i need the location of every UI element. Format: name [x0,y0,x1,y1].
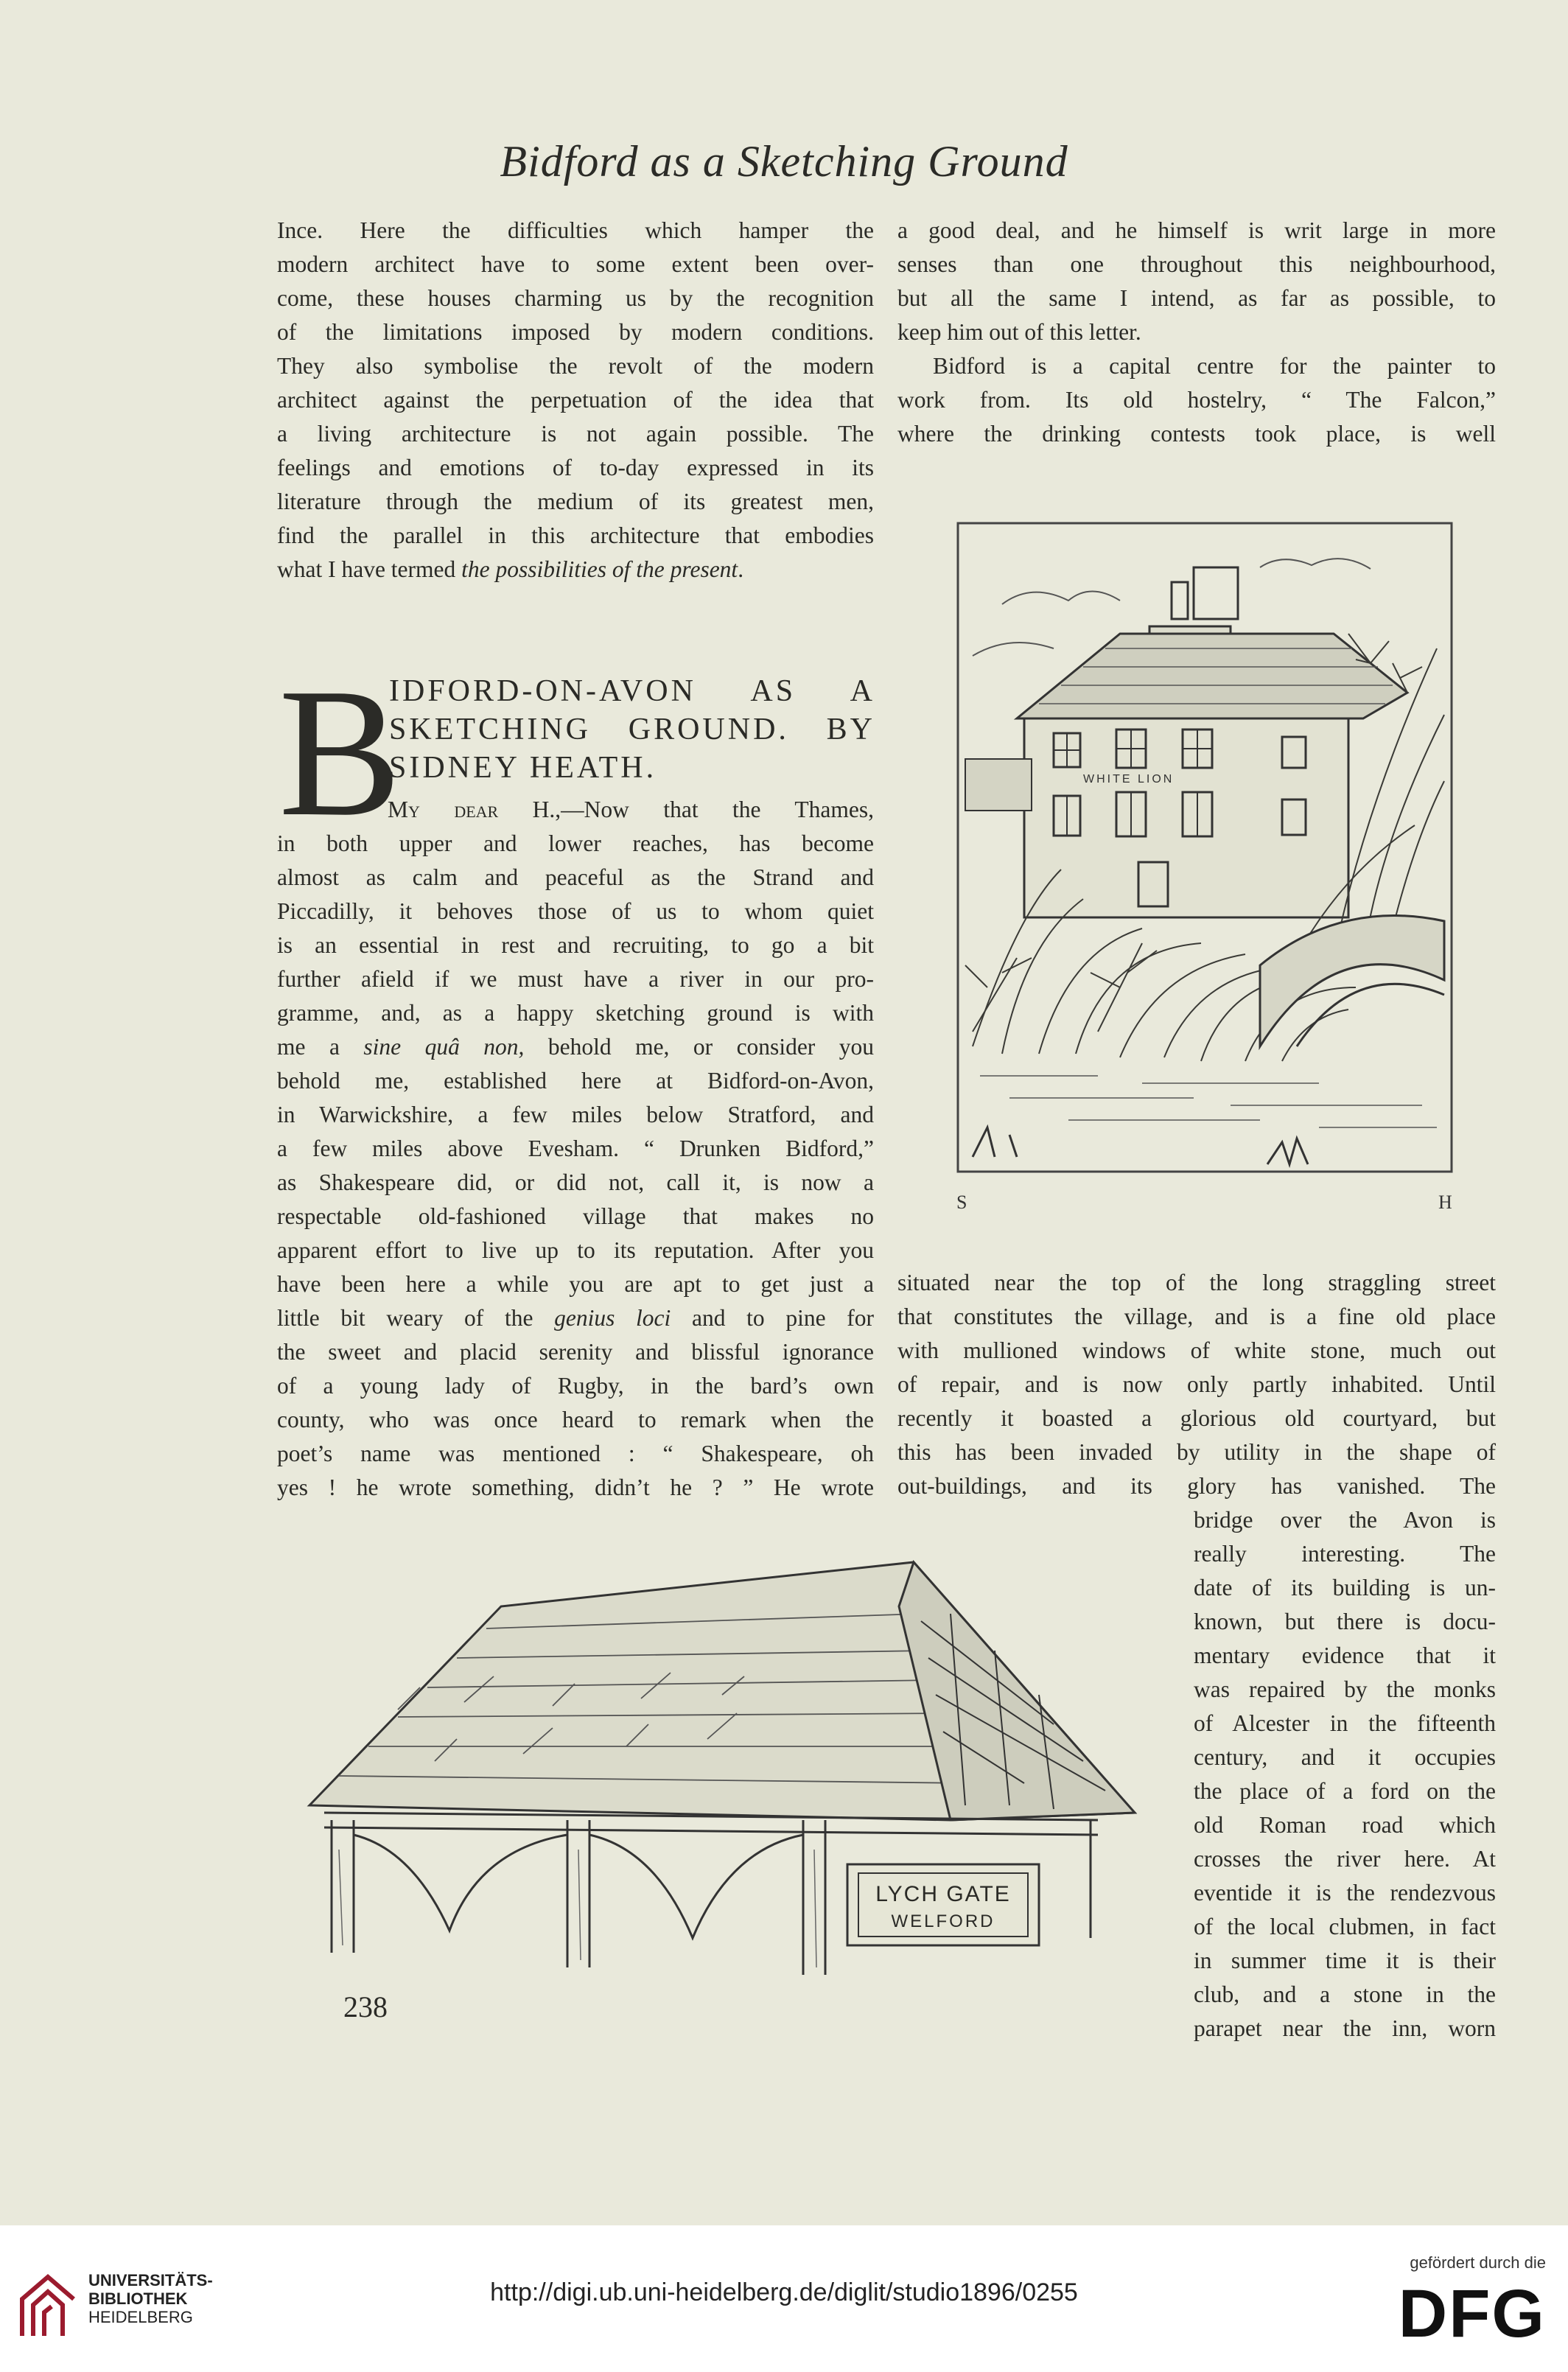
text-line: was repaired by the monks [1194,1676,1496,1702]
text-line: is an essential in rest and recruiting, to go a bit [277,932,874,958]
source-url-link[interactable]: http://digi.ub.uni-heidelberg.de/diglit/studio1896/0255 [490,2278,1078,2306]
right-column-narrow [1194,1503,1496,2046]
illustrator-initial: S [956,1192,967,1213]
lych-gate-caption-title: LYCH GATE [875,1882,1011,1906]
text-line: yes ! he wrote something, didn’t he ? ” He wrote [277,1474,874,1500]
text-line: in summer time it is their [1194,1948,1496,1973]
text-line: in both upper and lower reaches, has become [277,830,874,856]
drop-cap: B [279,651,402,855]
text-line: county, who was once heard to remark when the [277,1407,874,1432]
text-line: a living architecture is not again possible. The [277,421,874,447]
inn-sign: WHITE LION [1083,773,1175,786]
text-line: Ince. Here the difficulties which hamper the [277,217,874,243]
text-line: modern architect have to some extent been over- [277,251,874,277]
text-line: respectable old-fashioned village that makes no [277,1203,874,1229]
text-line: really interesting. The [1194,1541,1496,1567]
funding-note: gefördert durch die [1410,2253,1546,2272]
left-column-top [277,214,874,587]
text-line: senses than one throughout this neighbourhood, [897,251,1496,277]
text-line: known, but there is docu- [1194,1609,1496,1634]
text-line: behold me, established here at Bidford-on-Avon, [277,1068,874,1094]
text-line: old Roman road which [1194,1812,1496,1838]
text-line: century, and it occupies [1194,1744,1496,1770]
text-line: out-buildings, and its glory has vanished. The [897,1473,1496,1499]
text-line: the sweet and placid serenity and blissful ignorance [277,1339,874,1365]
left-column-body [277,793,874,1505]
right-column-mid [897,1266,1496,1503]
text-line: situated near the top of the long straggling street [897,1270,1496,1295]
dfg-logo: DFG [1398,2276,1546,2351]
text-line: literature through the medium of its greatest men, [277,489,874,514]
text-line: a good deal, and he himself is writ large in more [897,217,1496,243]
text-line: eventide it is the rendezvous [1194,1880,1496,1906]
text-line: of a young lady of Rugby, in the bard’s own [277,1373,874,1399]
text-line: in Warwickshire, a few miles below Stratford, and [277,1102,874,1127]
page-number: 238 [343,1990,388,2023]
white-lion-inn-illustration [951,516,1459,1223]
text-line: architect against the perpetuation of the idea that [277,387,874,413]
text-line: keep him out of this letter. [897,319,1141,345]
right-column-top [897,214,1496,451]
text-line: work from. Its old hostelry, “ The Falcon,” [897,387,1496,413]
text-line: feelings and emotions of to-day expressed in its [277,455,874,480]
text-line: further afield if we must have a river in our pro- [277,966,874,992]
library-name: UNIVERSITÄTS- BIBLIOTHEK HEIDELBERG [88,2271,213,2326]
lych-gate-caption-place: WELFORD [891,1911,995,1931]
lych-gate-illustration [287,1540,1157,1997]
text-line: a few miles above Evesham. “ Drunken Bidford,” [277,1136,874,1161]
text-line: come, these houses charming us by the recognition [277,285,874,311]
salutation-line: My dear H.,—Now that the Thames, [388,797,874,822]
text-line: the place of a ford on the [1194,1778,1496,1804]
text-line: date of its building is un- [1194,1575,1496,1600]
text-line: They also symbolise the revolt of the modern [277,353,874,379]
text-line: what I have termed the possibilities of the present. [277,556,744,582]
text-line: almost as calm and peaceful as the Strand and [277,864,874,890]
text-line: as Shakespeare did, or did not, call it, is now a [277,1169,874,1195]
text-line: of Alcester in the fifteenth [1194,1710,1496,1736]
text-line: but all the same I intend, as far as possible, to [897,285,1496,311]
heading-line: IDFORD-ON-AVON AS A [389,674,875,708]
heading-line: SIDNEY HEATH. [389,751,657,785]
text-line: Piccadilly, it behoves those of us to whom quiet [277,898,874,924]
text-line: apparent effort to live up to its reputation. After you [277,1237,874,1263]
text-line: parapet near the inn, worn [1194,2015,1496,2041]
text-line: of repair, and is now only partly inhabited. Until [897,1371,1496,1397]
text-line: gramme, and, as a happy sketching ground is with [277,1000,874,1026]
digitization-footer [0,2225,1568,2372]
text-line: recently it boasted a glorious old courtyard, but [897,1405,1496,1431]
text-line: little bit weary of the genius loci and to pine for [277,1305,874,1331]
text-line: that constitutes the village, and is a fine old place [897,1304,1496,1329]
illustrator-initial: H [1438,1192,1452,1213]
text-line: of the limitations imposed by modern conditions. [277,319,874,345]
text-line: me a sine quâ non, behold me, or consider you [277,1034,874,1060]
text-line: Bidford is a capital centre for the painter to [933,353,1496,379]
text-line: poet’s name was mentioned : “ Shakespeare, oh [277,1441,874,1466]
text-line: of the local clubmen, in fact [1194,1914,1496,1939]
text-line: find the parallel in this architecture that embodies [277,522,874,548]
text-line: bridge over the Avon is [1194,1507,1496,1533]
text-line: with mullioned windows of white stone, much out [897,1337,1496,1363]
text-line: where the drinking contests took place, is well [897,421,1496,447]
text-line: club, and a stone in the [1194,1981,1496,2007]
heading-line: SKETCHING GROUND. BY [389,713,875,746]
text-line: crosses the river here. At [1194,1846,1496,1872]
text-line: this has been invaded by utility in the shape of [897,1439,1496,1465]
text-line: have been here a while you are apt to get just a [277,1271,874,1297]
running-header: Bidford as a Sketching Ground [500,137,1068,186]
text-line: mentary evidence that it [1194,1642,1496,1668]
